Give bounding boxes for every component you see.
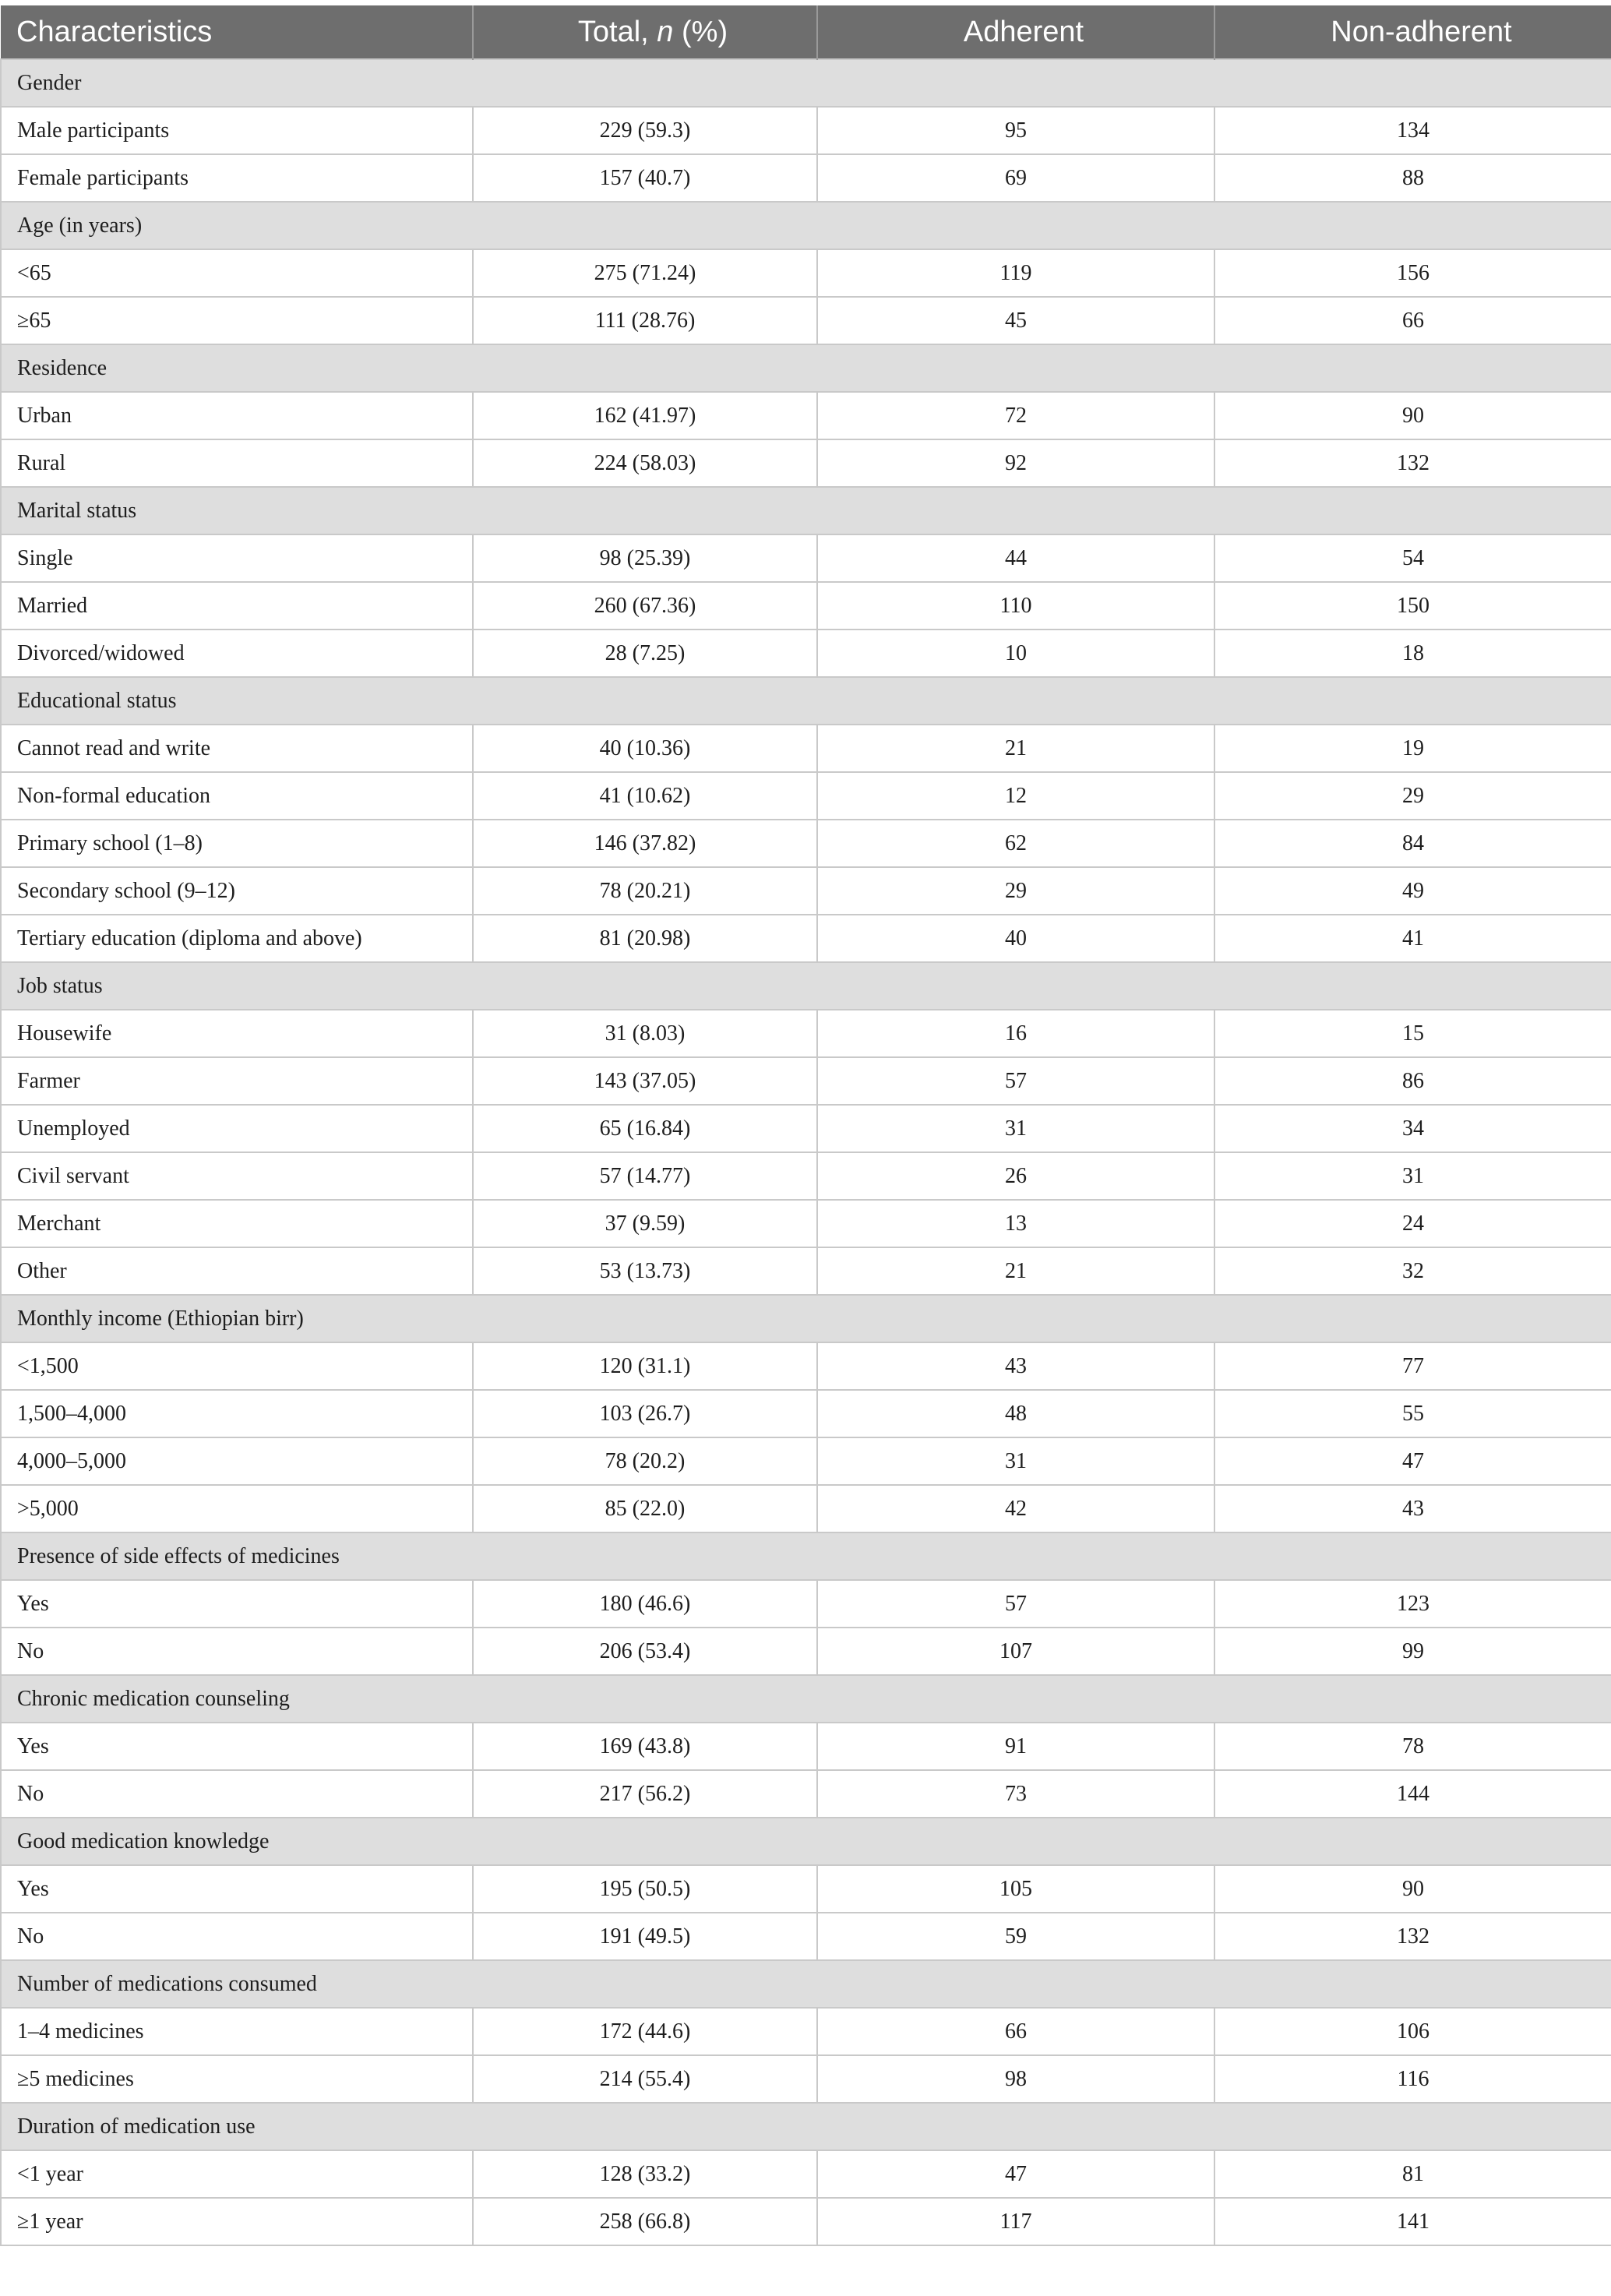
- table-row: [1, 534, 1611, 582]
- section-row: [1, 2103, 1611, 2150]
- row-label: Civil servant: [1, 1152, 473, 1200]
- cell-adherent: 69: [817, 154, 1214, 202]
- cell-non-adherent: 29: [1214, 772, 1611, 820]
- cell-adherent: 31: [817, 1105, 1214, 1152]
- row-label: <1 year: [1, 2150, 473, 2198]
- cell-adherent: 31: [817, 1437, 1214, 1485]
- table-row: [1, 249, 1611, 297]
- cell-total: 206 (53.4): [473, 1628, 817, 1675]
- section-row: [1, 677, 1611, 725]
- cell-non-adherent: 49: [1214, 867, 1611, 915]
- cell-adherent: 29: [817, 867, 1214, 915]
- table-row: [1, 392, 1611, 439]
- table-row: [1, 1342, 1611, 1390]
- cell-adherent: 95: [817, 107, 1214, 154]
- row-label: Secondary school (9–12): [1, 867, 473, 915]
- row-label: <1,500: [1, 1342, 473, 1390]
- cell-total: 57 (14.77): [473, 1152, 817, 1200]
- cell-total: 217 (56.2): [473, 1770, 817, 1818]
- cell-adherent: 13: [817, 1200, 1214, 1247]
- cell-total: 41 (10.62): [473, 772, 817, 820]
- row-label: Unemployed: [1, 1105, 473, 1152]
- section-title: Residence: [1, 344, 1611, 392]
- cell-non-adherent: 144: [1214, 1770, 1611, 1818]
- section-title: Gender: [1, 59, 1611, 107]
- row-label: Yes: [1, 1865, 473, 1913]
- section-title: Job status: [1, 962, 1611, 1010]
- cell-total: 81 (20.98): [473, 915, 817, 962]
- row-label: 4,000–5,000: [1, 1437, 473, 1485]
- row-label: <65: [1, 249, 473, 297]
- cell-adherent: 40: [817, 915, 1214, 962]
- cell-total: 169 (43.8): [473, 1723, 817, 1770]
- cell-adherent: 72: [817, 392, 1214, 439]
- cell-total: 172 (44.6): [473, 2008, 817, 2055]
- cell-adherent: 73: [817, 1770, 1214, 1818]
- table-row: [1, 630, 1611, 677]
- cell-total: 229 (59.3): [473, 107, 817, 154]
- section-title: Chronic medication counseling: [1, 1675, 1611, 1723]
- cell-total: 28 (7.25): [473, 630, 817, 677]
- cell-adherent: 91: [817, 1723, 1214, 1770]
- cell-adherent: 66: [817, 2008, 1214, 2055]
- cell-non-adherent: 78: [1214, 1723, 1611, 1770]
- cell-total: 275 (71.24): [473, 249, 817, 297]
- cell-total: 111 (28.76): [473, 297, 817, 344]
- header-total-prefix: Total,: [577, 15, 657, 48]
- header-total-n: n: [657, 15, 674, 48]
- section-row: [1, 1818, 1611, 1865]
- table-row: [1, 1010, 1611, 1057]
- cell-non-adherent: 15: [1214, 1010, 1611, 1057]
- header-total-suffix: (%): [673, 15, 728, 48]
- cell-non-adherent: 34: [1214, 1105, 1611, 1152]
- cell-adherent: 43: [817, 1342, 1214, 1390]
- section-row: [1, 59, 1611, 107]
- row-label: Merchant: [1, 1200, 473, 1247]
- row-label: Other: [1, 1247, 473, 1295]
- cell-total: 224 (58.03): [473, 439, 817, 487]
- table-row: [1, 1865, 1611, 1913]
- table-row: [1, 915, 1611, 962]
- cell-total: 214 (55.4): [473, 2055, 817, 2103]
- row-label: No: [1, 1770, 473, 1818]
- cell-total: 191 (49.5): [473, 1913, 817, 1960]
- row-label: Primary school (1–8): [1, 820, 473, 867]
- cell-total: 143 (37.05): [473, 1057, 817, 1105]
- cell-total: 78 (20.21): [473, 867, 817, 915]
- cell-total: 195 (50.5): [473, 1865, 817, 1913]
- cell-adherent: 42: [817, 1485, 1214, 1532]
- cell-total: 53 (13.73): [473, 1247, 817, 1295]
- header-row: [1, 5, 1611, 59]
- cell-adherent: 62: [817, 820, 1214, 867]
- cell-total: 78 (20.2): [473, 1437, 817, 1485]
- cell-total: 146 (37.82): [473, 820, 817, 867]
- table-body: [1, 59, 1611, 2245]
- header-adherent: Adherent: [817, 5, 1214, 59]
- cell-adherent: 47: [817, 2150, 1214, 2198]
- cell-adherent: 57: [817, 1057, 1214, 1105]
- cell-total: 128 (33.2): [473, 2150, 817, 2198]
- row-label: No: [1, 1913, 473, 1960]
- row-label: Female participants: [1, 154, 473, 202]
- section-title: Presence of side effects of medicines: [1, 1532, 1611, 1580]
- table-row: [1, 772, 1611, 820]
- cell-adherent: 10: [817, 630, 1214, 677]
- cell-adherent: 59: [817, 1913, 1214, 1960]
- cell-total: 157 (40.7): [473, 154, 817, 202]
- cell-adherent: 110: [817, 582, 1214, 630]
- cell-non-adherent: 54: [1214, 534, 1611, 582]
- section-row: [1, 1295, 1611, 1342]
- row-label: Farmer: [1, 1057, 473, 1105]
- cell-adherent: 117: [817, 2198, 1214, 2245]
- row-label: >5,000: [1, 1485, 473, 1532]
- table-row: [1, 1437, 1611, 1485]
- row-label: Rural: [1, 439, 473, 487]
- section-title: Marital status: [1, 487, 1611, 534]
- cell-non-adherent: 32: [1214, 1247, 1611, 1295]
- cell-adherent: 107: [817, 1628, 1214, 1675]
- table-row: [1, 297, 1611, 344]
- row-label: No: [1, 1628, 473, 1675]
- table-row: [1, 2008, 1611, 2055]
- cell-non-adherent: 47: [1214, 1437, 1611, 1485]
- cell-adherent: 98: [817, 2055, 1214, 2103]
- table-row: [1, 1485, 1611, 1532]
- cell-non-adherent: 86: [1214, 1057, 1611, 1105]
- cell-non-adherent: 18: [1214, 630, 1611, 677]
- cell-non-adherent: 132: [1214, 439, 1611, 487]
- row-label: Housewife: [1, 1010, 473, 1057]
- cell-non-adherent: 90: [1214, 1865, 1611, 1913]
- table-row: [1, 1057, 1611, 1105]
- cell-total: 162 (41.97): [473, 392, 817, 439]
- section-title: Number of medications consumed: [1, 1960, 1611, 2008]
- cell-adherent: 21: [817, 1247, 1214, 1295]
- table-row: [1, 2055, 1611, 2103]
- row-label: Yes: [1, 1580, 473, 1628]
- row-label: Cannot read and write: [1, 725, 473, 772]
- section-title: Age (in years): [1, 202, 1611, 249]
- cell-adherent: 48: [817, 1390, 1214, 1437]
- cell-adherent: 44: [817, 534, 1214, 582]
- cell-non-adherent: 43: [1214, 1485, 1611, 1532]
- table-row: [1, 1200, 1611, 1247]
- table-row: [1, 867, 1611, 915]
- cell-adherent: 16: [817, 1010, 1214, 1057]
- cell-non-adherent: 77: [1214, 1342, 1611, 1390]
- cell-non-adherent: 24: [1214, 1200, 1611, 1247]
- section-title: Duration of medication use: [1, 2103, 1611, 2150]
- cell-adherent: 119: [817, 249, 1214, 297]
- section-row: [1, 487, 1611, 534]
- section-row: [1, 344, 1611, 392]
- cell-total: 85 (22.0): [473, 1485, 817, 1532]
- cell-non-adherent: 134: [1214, 107, 1611, 154]
- cell-total: 260 (67.36): [473, 582, 817, 630]
- table-row: [1, 725, 1611, 772]
- row-label: 1–4 medicines: [1, 2008, 473, 2055]
- table-row: [1, 582, 1611, 630]
- cell-total: 40 (10.36): [473, 725, 817, 772]
- cell-non-adherent: 99: [1214, 1628, 1611, 1675]
- table-header: [1, 5, 1611, 59]
- section-row: [1, 1960, 1611, 2008]
- cell-total: 180 (46.6): [473, 1580, 817, 1628]
- section-row: [1, 1532, 1611, 1580]
- table-row: [1, 820, 1611, 867]
- row-label: Tertiary education (diploma and above): [1, 915, 473, 962]
- section-title: Educational status: [1, 677, 1611, 725]
- row-label: Urban: [1, 392, 473, 439]
- cell-non-adherent: 116: [1214, 2055, 1611, 2103]
- table-row: [1, 1105, 1611, 1152]
- table-row: [1, 154, 1611, 202]
- table-row: [1, 2150, 1611, 2198]
- row-label: 1,500–4,000: [1, 1390, 473, 1437]
- cell-total: 31 (8.03): [473, 1010, 817, 1057]
- cell-non-adherent: 123: [1214, 1580, 1611, 1628]
- cell-non-adherent: 84: [1214, 820, 1611, 867]
- cell-adherent: 57: [817, 1580, 1214, 1628]
- cell-non-adherent: 88: [1214, 154, 1611, 202]
- section-row: [1, 202, 1611, 249]
- cell-adherent: 105: [817, 1865, 1214, 1913]
- cell-total: 120 (31.1): [473, 1342, 817, 1390]
- row-label: ≥65: [1, 297, 473, 344]
- cell-total: 65 (16.84): [473, 1105, 817, 1152]
- table-row: [1, 439, 1611, 487]
- header-characteristics: Characteristics: [1, 5, 473, 59]
- table-row: [1, 2198, 1611, 2245]
- cell-non-adherent: 156: [1214, 249, 1611, 297]
- table-row: [1, 1580, 1611, 1628]
- header-total: [473, 5, 817, 59]
- row-label: Divorced/widowed: [1, 630, 473, 677]
- cell-non-adherent: 141: [1214, 2198, 1611, 2245]
- table-row: [1, 1723, 1611, 1770]
- cell-non-adherent: 19: [1214, 725, 1611, 772]
- table-row: [1, 1913, 1611, 1960]
- cell-non-adherent: 41: [1214, 915, 1611, 962]
- table-row: [1, 1628, 1611, 1675]
- characteristics-table: [0, 5, 1611, 2246]
- row-label: Non-formal education: [1, 772, 473, 820]
- cell-adherent: 45: [817, 297, 1214, 344]
- cell-total: 37 (9.59): [473, 1200, 817, 1247]
- cell-adherent: 21: [817, 725, 1214, 772]
- cell-adherent: 92: [817, 439, 1214, 487]
- table-row: [1, 1152, 1611, 1200]
- cell-adherent: 26: [817, 1152, 1214, 1200]
- section-title: Good medication knowledge: [1, 1818, 1611, 1865]
- table-row: [1, 107, 1611, 154]
- cell-total: 98 (25.39): [473, 534, 817, 582]
- cell-adherent: 12: [817, 772, 1214, 820]
- row-label: Married: [1, 582, 473, 630]
- table-row: [1, 1390, 1611, 1437]
- cell-total: 103 (26.7): [473, 1390, 817, 1437]
- cell-total: 258 (66.8): [473, 2198, 817, 2245]
- row-label: ≥5 medicines: [1, 2055, 473, 2103]
- section-title: Monthly income (Ethiopian birr): [1, 1295, 1611, 1342]
- cell-non-adherent: 31: [1214, 1152, 1611, 1200]
- cell-non-adherent: 90: [1214, 392, 1611, 439]
- cell-non-adherent: 66: [1214, 297, 1611, 344]
- table-row: [1, 1770, 1611, 1818]
- table-row: [1, 1247, 1611, 1295]
- cell-non-adherent: 150: [1214, 582, 1611, 630]
- cell-non-adherent: 81: [1214, 2150, 1611, 2198]
- row-label: ≥1 year: [1, 2198, 473, 2245]
- section-row: [1, 1675, 1611, 1723]
- section-row: [1, 962, 1611, 1010]
- row-label: Single: [1, 534, 473, 582]
- cell-non-adherent: 132: [1214, 1913, 1611, 1960]
- cell-non-adherent: 106: [1214, 2008, 1611, 2055]
- row-label: Male participants: [1, 107, 473, 154]
- row-label: Yes: [1, 1723, 473, 1770]
- cell-non-adherent: 55: [1214, 1390, 1611, 1437]
- header-non-adherent: Non-adherent: [1214, 5, 1611, 59]
